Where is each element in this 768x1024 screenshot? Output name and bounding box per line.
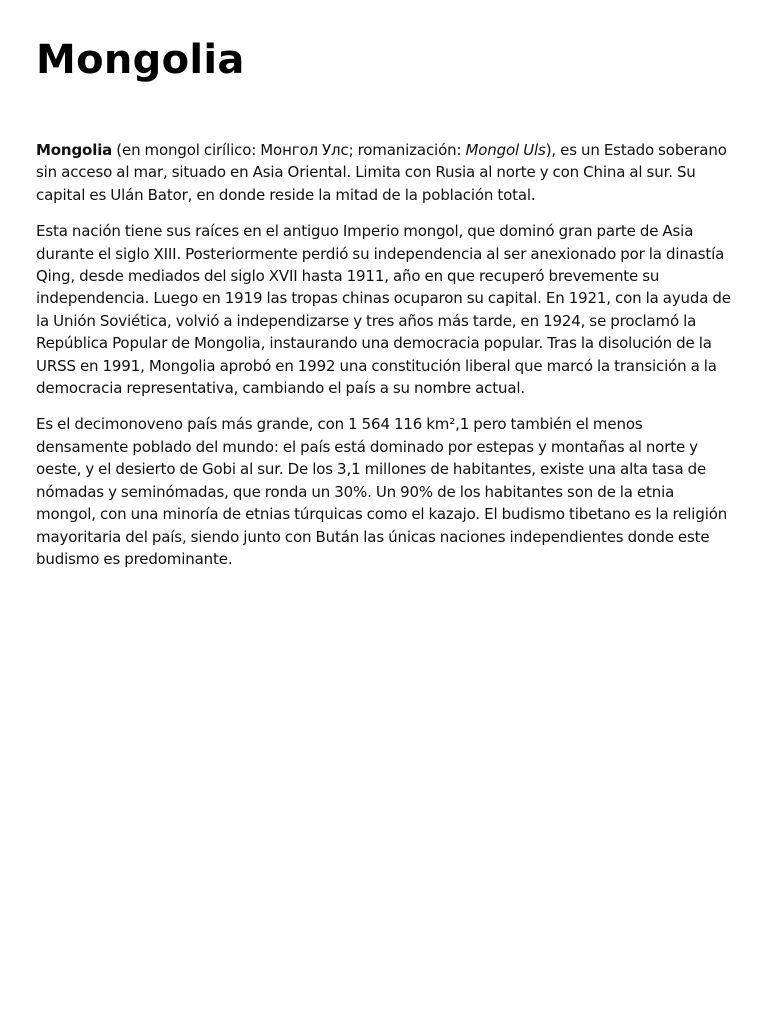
romanization-term: Mongol Uls <box>465 141 546 159</box>
subject-term: Mongolia <box>36 141 113 159</box>
history-paragraph: Esta nación tiene sus raíces en el antiguo Imperio mongol, que dominó gran parte de Asia durante el siglo XIII. Posteriormente perdió su independencia al ser anexionado por la dinastía Qing, desde mediados del siglo XVII hasta 1911, año en que recuperó brevemente su independencia. Luego en 1919 las tropas chinas ocuparon su capital. En 1921, con la ayuda de la Unión Soviética, volvió a independizarse y tres años más tarde, en 1924, se proclamó la República Popular de Mongolia, instaurando una democracia popular. Tras la disolución de la URSS en 1991, Mongolia aprobó en 1992 una constitución liberal que marcó la transición a la democracia representativa, cambiando el país a su nombre actual. <box>36 222 731 398</box>
article <box>36 0 736 584</box>
page-title: Mongolia <box>36 37 245 83</box>
intro-text-b: ), es un Estado soberano sin acceso al mar, situado en Asia Oriental. Limita con Rusia al norte y con China al sur. Su capital es Ulán Bator, en donde reside la mitad de la población total. <box>36 141 727 204</box>
geography-paragraph: Es el decimonoveno país más grande, con 1 564 116 km²,1 pero también el menos densamente poblado del mundo: el país está dominado por estepas y montañas al norte y oeste, y el desierto de Gobi al sur. De los 3,1 millones de habitantes, existe una alta tasa de nómadas y seminómadas, que ronda un 30%. Un 90% de los habitantes son de la etnia mongol, con una minoría de etnias túrquicas como el kazajo. El budismo tibetano es la religión mayoritaria del país, siendo junto con Bután las únicas naciones independientes donde este budismo es predominante. <box>36 415 728 568</box>
intro-text-a: (en mongol cirílico: Монгол Улс; romanización: <box>112 141 466 159</box>
intro-paragraph <box>36 139 736 206</box>
